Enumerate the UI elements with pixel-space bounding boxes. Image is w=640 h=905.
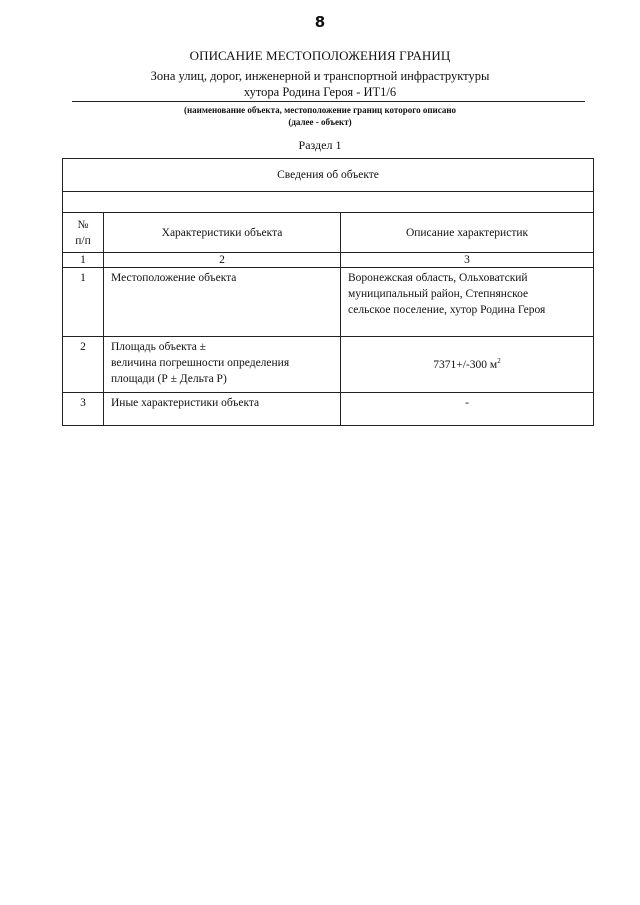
column-index: 2: [104, 253, 341, 268]
table-title: Сведения об объекте: [63, 159, 594, 192]
characteristic-line: площади (Р ± Дельта Р): [111, 373, 227, 385]
header-characteristics: Характеристики объекта: [104, 213, 341, 253]
value-line: сельское поселение, хутор Родина Героя: [348, 304, 546, 316]
row-value: [341, 268, 594, 337]
table-row: [63, 268, 594, 337]
document-title: ОПИСАНИЕ МЕСТОПОЛОЖЕНИЯ ГРАНИЦ: [189, 48, 451, 63]
row-number: 2: [63, 337, 104, 393]
area-unit-superscript: 2: [497, 356, 501, 365]
header-description: Описание характеристик: [341, 213, 594, 253]
header-num-line-1: №: [77, 218, 89, 231]
document-subtitle: [0, 68, 640, 100]
characteristic-line: Площадь объекта ±: [111, 341, 206, 353]
table-blank-row: [63, 192, 594, 213]
table-row: [63, 337, 594, 393]
subtitle-line-2: хутора Родина Героя - ИТ1/6: [243, 85, 397, 99]
value-line: Воронежская область, Ольховатский: [348, 272, 528, 284]
caption-line-1: (наименование объекта, местоположение границ которого описано: [183, 105, 457, 115]
document-header: [0, 48, 640, 100]
object-info-table: [62, 158, 594, 426]
subtitle-line-1: Зона улиц, дорог, инженерной и транспортной инфраструктуры: [150, 69, 490, 83]
caption-line-2: (далее - объект): [288, 117, 352, 127]
column-index: 3: [341, 253, 594, 268]
row-characteristic: Местоположение объекта: [104, 268, 341, 337]
characteristic-line: величина погрешности определения: [111, 357, 290, 369]
column-index-row: [63, 253, 594, 268]
row-value: -: [341, 393, 594, 426]
column-index: 1: [63, 253, 104, 268]
table-row: [63, 393, 594, 426]
header-num: [63, 213, 104, 253]
header-caption: [0, 104, 640, 128]
value-line: муниципальный район, Степнянское: [348, 288, 529, 300]
row-characteristic: [104, 337, 341, 393]
row-number: 1: [63, 268, 104, 337]
row-value: [341, 337, 594, 393]
row-characteristic: Иные характеристики объекта: [104, 393, 341, 426]
page-number: 8: [314, 13, 326, 31]
header-underline: [72, 101, 585, 102]
table-header-row: [63, 213, 594, 253]
section-label: Раздел 1: [298, 138, 342, 152]
area-value: 7371+/-300 м: [433, 358, 498, 371]
row-number: 3: [63, 393, 104, 426]
header-num-line-2: п/п: [75, 234, 91, 247]
